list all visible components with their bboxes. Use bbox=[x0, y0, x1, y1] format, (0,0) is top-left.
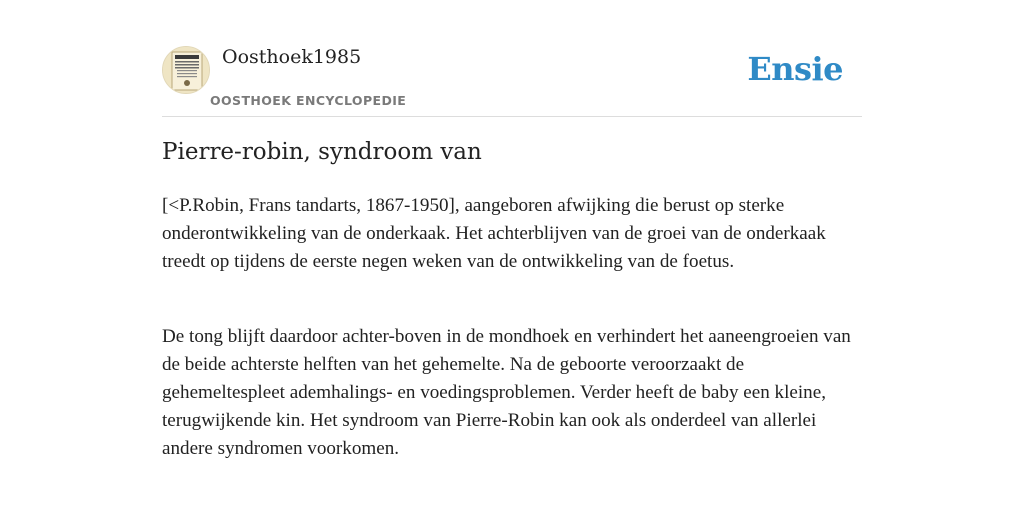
book-cover-icon bbox=[163, 47, 210, 94]
source-label[interactable]: OOSTHOEK ENCYCLOPEDIE bbox=[210, 93, 407, 108]
username-link[interactable]: Oosthoek1985 bbox=[222, 46, 362, 68]
header bbox=[162, 44, 862, 117]
article-paragraph: [<P.Robin, Frans tandarts, 1867-1950], aangeboren afwijking die berust op sterke onderontwikkeling van de onderkaak. Het achterblijven van de groei van de onderkaak treedt op tijdens de eerste negen weken van de ontwikkeling van de foetus. bbox=[162, 195, 826, 272]
brand-logo[interactable]: Ensie bbox=[747, 50, 843, 88]
article-paragraph: De tong blijft daardoor achter-boven in de mondhoek en verhindert het aaneengroeien van de beide achterste helften van het gehemelte. Na de geboorte veroorzaakt de gehemeltespleet ademhalings- en voedingsproblemen. Verder heeft de baby een kleine, terugwijkende kin. Het syndroom van Pierre-Robin kan ook als onderdeel van allerlei andere syndromen voorkomen. bbox=[162, 326, 851, 459]
page-title: Pierre-robin, syndroom van bbox=[162, 139, 482, 165]
avatar[interactable] bbox=[162, 46, 210, 94]
